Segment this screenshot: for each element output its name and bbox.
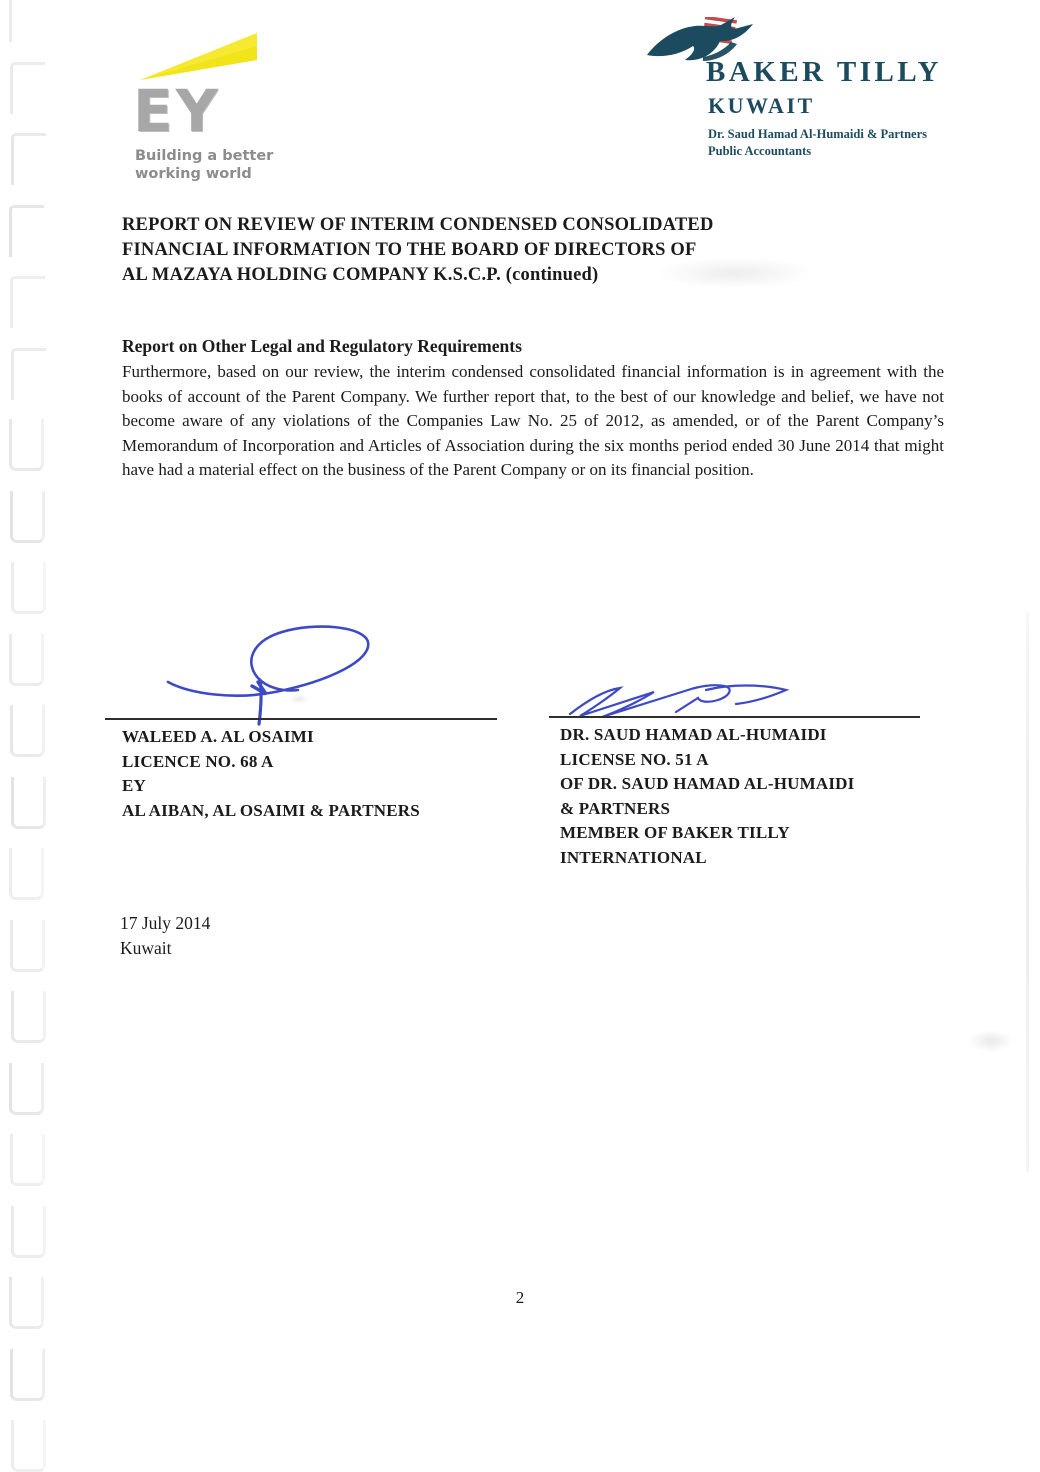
binding-mark [10, 920, 45, 972]
binding-mark [11, 991, 46, 1043]
signature-line-right [549, 716, 920, 718]
scan-smudge [968, 1030, 1014, 1052]
date-block [120, 911, 210, 961]
signer-left-firm-full: AL AIBAN, AL OSAIMI & PARTNERS [122, 800, 420, 820]
baker-tilly-subtitle-line1: Dr. Saud Hamad Al-Humaidi & Partners [708, 127, 928, 141]
binding-mark [9, 0, 44, 42]
signer-right-license: LICENSE NO. 51 A [560, 749, 709, 769]
report-title-line1: REPORT ON REVIEW OF INTERIM CONDENSED CONSOLIDATED [122, 215, 714, 235]
signer-right-name: DR. SAUD HAMAD AL-HUMAIDI [560, 725, 827, 744]
signer-right-membership-line1: MEMBER OF BAKER TILLY [560, 823, 790, 842]
ey-tagline-line1: Building a better [135, 148, 274, 164]
binding-mark [10, 62, 45, 114]
ey-tagline-line2: working world [135, 166, 252, 183]
baker-tilly-wordmark: BAKER TILLY [706, 56, 942, 88]
binding-mark [9, 419, 44, 471]
signer-right-membership-line2: INTERNATIONAL [560, 847, 707, 867]
binding-mark [11, 562, 46, 614]
binding-mark [9, 634, 44, 686]
binding-mark [10, 1134, 45, 1186]
signature-ink-left [140, 620, 420, 730]
signer-left-firm: EY [122, 776, 147, 795]
binding-mark [10, 1349, 45, 1401]
baker-tilly-subtitle-line2: Public Accountants [708, 143, 812, 158]
report-title-line3: AL MAZAYA HOLDING COMPANY K.S.C.P. (continued) [122, 265, 599, 285]
signer-right-firm-line1: OF DR. SAUD HAMAD AL-HUMAIDI [560, 774, 855, 793]
binding-mark [10, 491, 45, 543]
report-title-line2: FINANCIAL INFORMATION TO THE BOARD OF DIRECTORS OF [122, 240, 697, 260]
binding-mark [10, 276, 45, 328]
signer-right-firm-line2: & PARTNERS [560, 798, 671, 818]
ey-wordmark: EY [133, 77, 221, 145]
baker-tilly-region: KUWAIT [708, 93, 815, 118]
report-title [122, 213, 714, 288]
binding-mark [11, 133, 46, 185]
binding-mark [9, 1063, 44, 1115]
signer-block-right [560, 723, 854, 870]
ey-beam-icon [140, 33, 258, 83]
binding-mark [9, 848, 44, 900]
signer-left-name: WALEED A. AL OSAIMI [122, 727, 314, 746]
binding-mark [11, 1206, 46, 1258]
page-number: 2 [515, 1288, 525, 1307]
binding-mark [11, 1420, 46, 1472]
ey-tagline [135, 147, 273, 183]
signer-left-licence: LICENCE NO. 68 A [122, 751, 274, 771]
binding-mark [10, 705, 45, 757]
signature-line-left [105, 718, 497, 720]
section-heading: Report on Other Legal and Regulatory Requirements [122, 336, 522, 356]
report-place: Kuwait [120, 938, 172, 958]
baker-tilly-subtitle [708, 126, 927, 160]
scan-edge-artifact [1026, 612, 1029, 1172]
report-date: 17 July 2014 [120, 913, 211, 933]
signer-block-left [122, 725, 420, 823]
body-paragraph: Furthermore, based on our review, the interim condensed consolidated financial information is in agreement with the books of account of the Parent Company. We further report that, to the best of our knowledge and belief, we have not become aware of any violations of the Companies Law No. 25 of 2012, as amended, or of the Parent Company’s Memorandum of Incorporation and Articles of Association during the six months period ended 30 June 2014 that might have had a material effect on the business of the Parent Company or on its financial position. [122, 362, 944, 480]
binding-mark [11, 777, 46, 829]
binding-mark [11, 348, 46, 400]
binding-mark [9, 205, 44, 257]
